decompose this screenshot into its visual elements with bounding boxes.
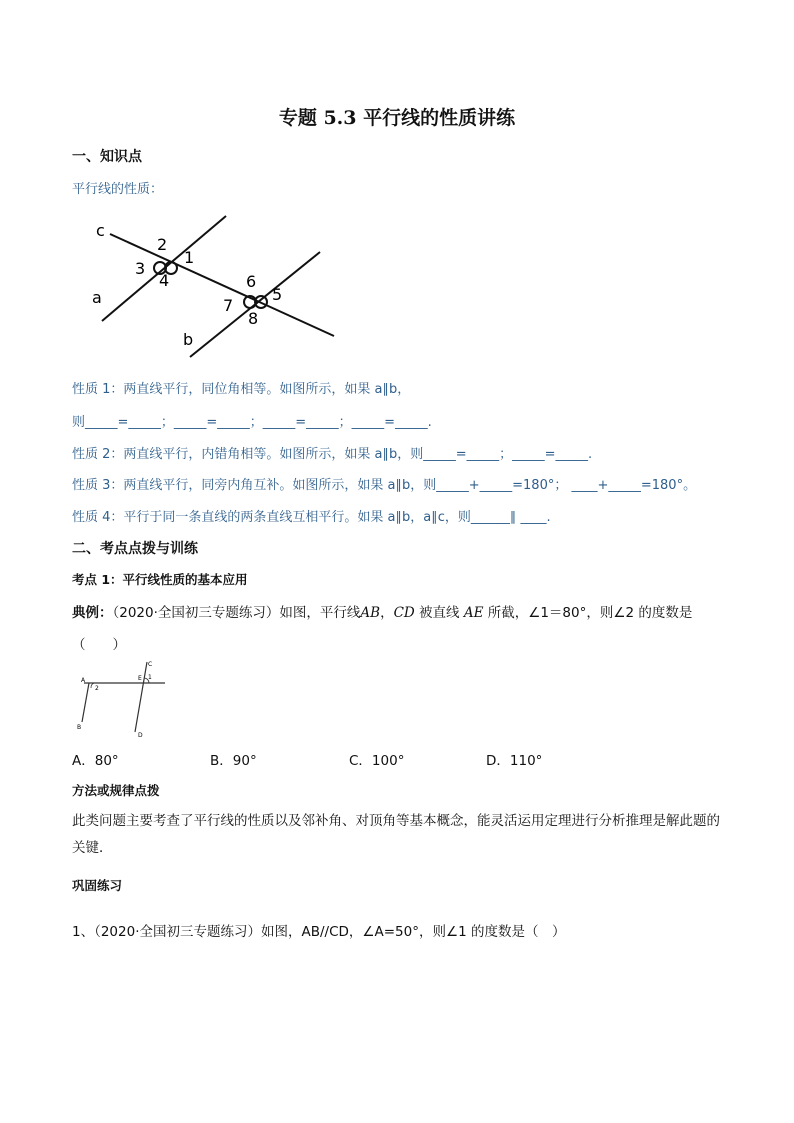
label-c: c — [96, 221, 105, 240]
label-a: a — [92, 288, 102, 307]
section-heading-knowledge: 一、知识点 — [72, 149, 142, 165]
angle-4-label: 4 — [159, 271, 170, 290]
method-heading: 方法或规律点拨 — [72, 783, 160, 798]
angle-1-label: 1 — [184, 248, 195, 267]
option-b: B．90° — [210, 753, 257, 769]
section-heading-training: 二、考点点拨与训练 — [72, 541, 198, 557]
method-text: 此类问题主要考查了平行线的性质以及邻补角、对顶角等基本概念，能灵活运用定理进行分析推理是解此题的关键． — [72, 813, 720, 856]
example-question: 典例：（2020·全国初三专题练习）如图，平行线AB，CD 被直线 AE 所截，∠1＝80°，则∠2 的度数是 — [72, 605, 693, 621]
label-A: A — [81, 677, 86, 684]
label-2: 2 — [95, 685, 99, 692]
angle-2-label: 2 — [157, 235, 168, 254]
example-answer-paren: （ ） — [72, 637, 126, 653]
practice-question-1: 1、（2020·全国初三专题练习）如图，AB//CD，∠A=50°，则∠1 的度数是（ ） — [72, 924, 566, 940]
example-label: 典例： — [72, 605, 113, 621]
property-1-line-1: 性质 1：两直线平行，同位角相等。如图所示，如果 a∥b， — [72, 382, 411, 397]
property-3: 性质 3：两直线平行，同旁内角互补。如图所示，如果 a∥b，则_____+_____=180°； ____+_____=180°。 — [72, 478, 697, 493]
label-C: C — [148, 661, 153, 668]
angle-7-label: 7 — [223, 296, 234, 315]
angle-6-label: 6 — [246, 272, 257, 291]
properties-intro: 平行线的性质： — [72, 182, 164, 197]
point-1-heading: 考点 1：平行线性质的基本应用 — [72, 572, 248, 587]
option-a: A．80° — [72, 753, 119, 769]
angle-5-label: 5 — [272, 285, 283, 304]
label-D: D — [138, 732, 143, 739]
label-b: b — [183, 330, 194, 349]
parallel-lines-figure — [80, 205, 350, 365]
property-1-line-2: 则_____=_____；_____=_____；_____=_____；_____=_____. — [72, 415, 432, 430]
option-c: C．100° — [349, 753, 405, 769]
property-4: 性质 4：平行于同一条直线的两条直线互相平行。如果 a∥b，a∥c，则______∥ ____. — [72, 510, 551, 525]
practice-heading: 巩固练习 — [72, 878, 123, 893]
label-E: E — [138, 675, 142, 682]
angle-3-label: 3 — [135, 259, 146, 278]
property-2: 性质 2：两直线平行，内错角相等。如图所示，如果 a∥b，则_____=_____；_____=_____. — [72, 447, 593, 462]
page-title: 专题 5.3 平行线的性质讲练 — [278, 107, 516, 129]
example-figure — [72, 658, 172, 742]
label-B: B — [77, 724, 82, 731]
option-d: D．110° — [486, 753, 543, 769]
label-1: 1 — [148, 674, 152, 681]
angle-8-label: 8 — [248, 309, 259, 328]
